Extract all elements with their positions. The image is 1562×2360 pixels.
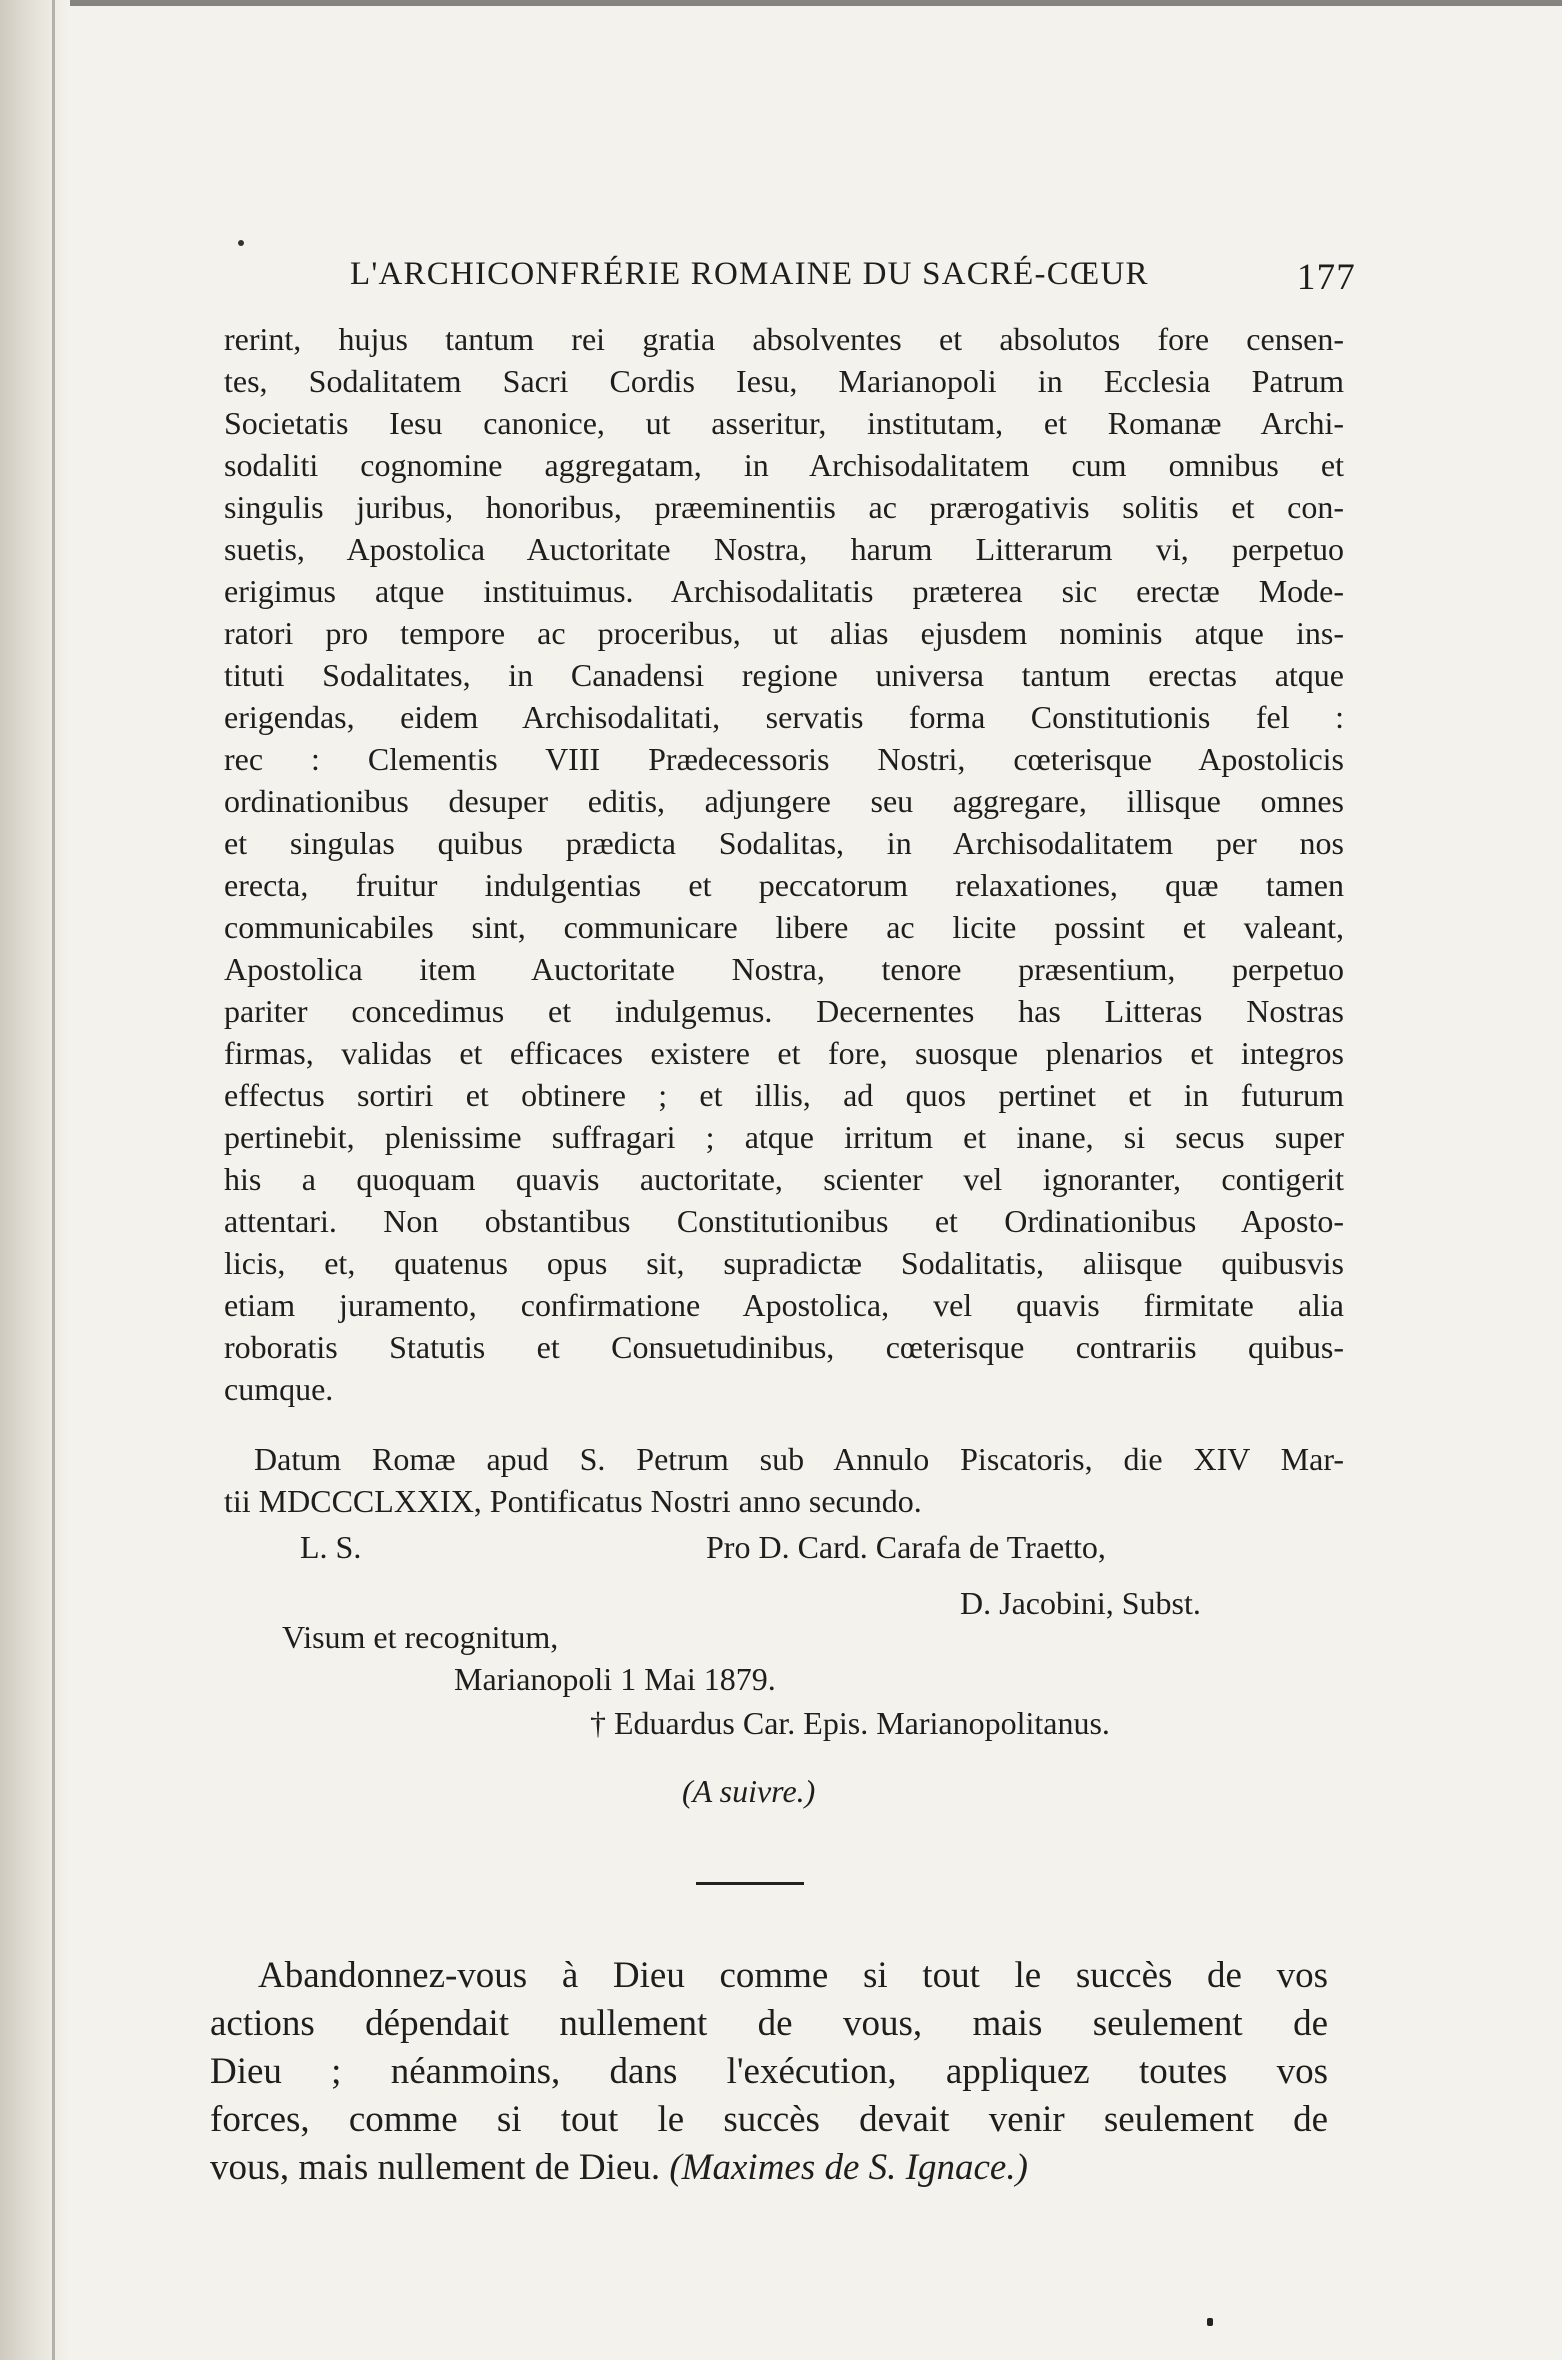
text-line: et singulas quibus prædicta Sodalitas, in Archisodalitatem per nos: [224, 825, 1344, 861]
ignatian-maxim: [210, 1952, 1328, 2192]
text-line: effectus sortiri et obtinere ; et illis, ad quos pertinet et in futurum: [224, 1077, 1344, 1113]
running-head-title: L'ARCHICONFRÉRIE ROMAINE DU SACRÉ-CŒUR: [350, 256, 1149, 292]
text-line: ratori pro tempore ac proceribus, ut alias ejusdem nominis atque ins-: [224, 615, 1344, 651]
visum-line: Visum et recognitum,: [282, 1619, 559, 1655]
text-line: pertinebit, plenissime suffragari ; atque irritum et inane, si secus super: [224, 1119, 1344, 1155]
ink-speck: [238, 240, 244, 246]
text-line: sodaliti cognomine aggregatam, in Archisodalitatem cum omnibus et: [224, 447, 1344, 483]
signature-jacobini: D. Jacobini, Subst.: [960, 1585, 1201, 1621]
maxim-line: forces, comme si tout le succès devait venir seulement de: [210, 2099, 1328, 2140]
text-line: tes, Sodalitatem Sacri Cordis Iesu, Marianopoli in Ecclesia Patrum: [224, 363, 1344, 399]
text-line: Apostolica item Auctoritate Nostra, tenore præsentium, perpetuo: [224, 951, 1344, 987]
text-line: Societatis Iesu canonice, ut asseritur, institutam, et Romanæ Archi-: [224, 405, 1344, 441]
text-line: communicabiles sint, communicare libere ac licite possint et valeant,: [224, 909, 1344, 945]
text-line: erigimus atque instituimus. Archisodalitatis præterea sic erectæ Mode-: [224, 573, 1344, 609]
spine-crease: [52, 0, 55, 2360]
text-line: pariter concedimus et indulgemus. Decernentes has Litteras Nostras: [224, 993, 1344, 1029]
dating-clause: [224, 1438, 1344, 1522]
papal-brief-text: [224, 318, 1344, 1410]
to-be-continued: (A suivre.): [682, 1773, 816, 1809]
text-line: his a quoquam quavis auctoritate, scienter vel ignoranter, contigerit: [224, 1161, 1344, 1197]
maxim-line: actions dépendait nullement de vous, mais seulement de: [210, 2003, 1328, 2044]
signature-carafa: Pro D. Card. Carafa de Traetto,: [706, 1529, 1106, 1565]
ink-speck: [1207, 2318, 1213, 2326]
text-line: tii MDCCCLXXIX, Pontificatus Nostri anno secundo.: [224, 1483, 922, 1519]
section-divider: [696, 1882, 804, 1885]
text-line: roboratis Statutis et Consuetudinibus, cœterisque contrariis quibus-: [224, 1329, 1344, 1365]
page-number: 177: [1296, 257, 1356, 298]
text-line: attentari. Non obstantibus Constitutionibus et Ordinationibus Aposto-: [224, 1203, 1344, 1239]
place-date-line: Marianopoli 1 Mai 1879.: [454, 1661, 776, 1697]
text-line: etiam juramento, confirmatione Apostolica, vel quavis firmitate alia: [224, 1287, 1344, 1323]
text-line: licis, et, quatenus opus sit, supradictæ Sodalitatis, aliisque quibusvis: [224, 1245, 1344, 1281]
text-line: singulis juribus, honoribus, præeminentiis ac prærogativis solitis et con-: [224, 489, 1344, 525]
text-line: rerint, hujus tantum rei gratia absolventes et absolutos fore censen-: [224, 321, 1344, 357]
text-line: rec : Clementis VIII Prædecessoris Nostri, cœterisque Apostolicis: [224, 741, 1344, 777]
text-line: erigendas, eidem Archisodalitati, servatis forma Constitutionis fel :: [224, 699, 1344, 735]
signature-bishop: † Eduardus Car. Epis. Marianopolitanus.: [590, 1705, 1110, 1741]
maxim-line: Dieu ; néanmoins, dans l'exécution, appliquez toutes vos: [210, 2051, 1328, 2092]
text-line: tituti Sodalitates, in Canadensi regione universa tantum erectas atque: [224, 657, 1344, 693]
seal-mark: L. S.: [300, 1529, 362, 1565]
maxim-last-line: [210, 2144, 1328, 2192]
text-line: suetis, Apostolica Auctoritate Nostra, harum Litterarum vi, perpetuo: [224, 531, 1344, 567]
text-line: erecta, fruitur indulgentias et peccatorum relaxationes, quæ tamen: [224, 867, 1344, 903]
maxim-line: vous, mais nullement de Dieu.: [210, 2147, 670, 2188]
text-line: firmas, validas et efficaces existere et fore, suosque plenarios et integros: [224, 1035, 1344, 1071]
maxim-source: (Maximes de S. Ignace.): [669, 2147, 1028, 2188]
maxim-line: Abandonnez-vous à Dieu comme si tout le succès de vos: [258, 1955, 1328, 1996]
text-line: ordinationibus desuper editis, adjungere seu aggregare, illisque omnes: [224, 783, 1344, 819]
running-head: [350, 256, 1356, 300]
top-border-rule: [0, 0, 1562, 6]
text-line: cumque.: [224, 1371, 334, 1407]
book-spine-edge: [0, 0, 70, 2360]
text-line: Datum Romæ apud S. Petrum sub Annulo Piscatoris, die XIV Mar-: [254, 1441, 1344, 1477]
